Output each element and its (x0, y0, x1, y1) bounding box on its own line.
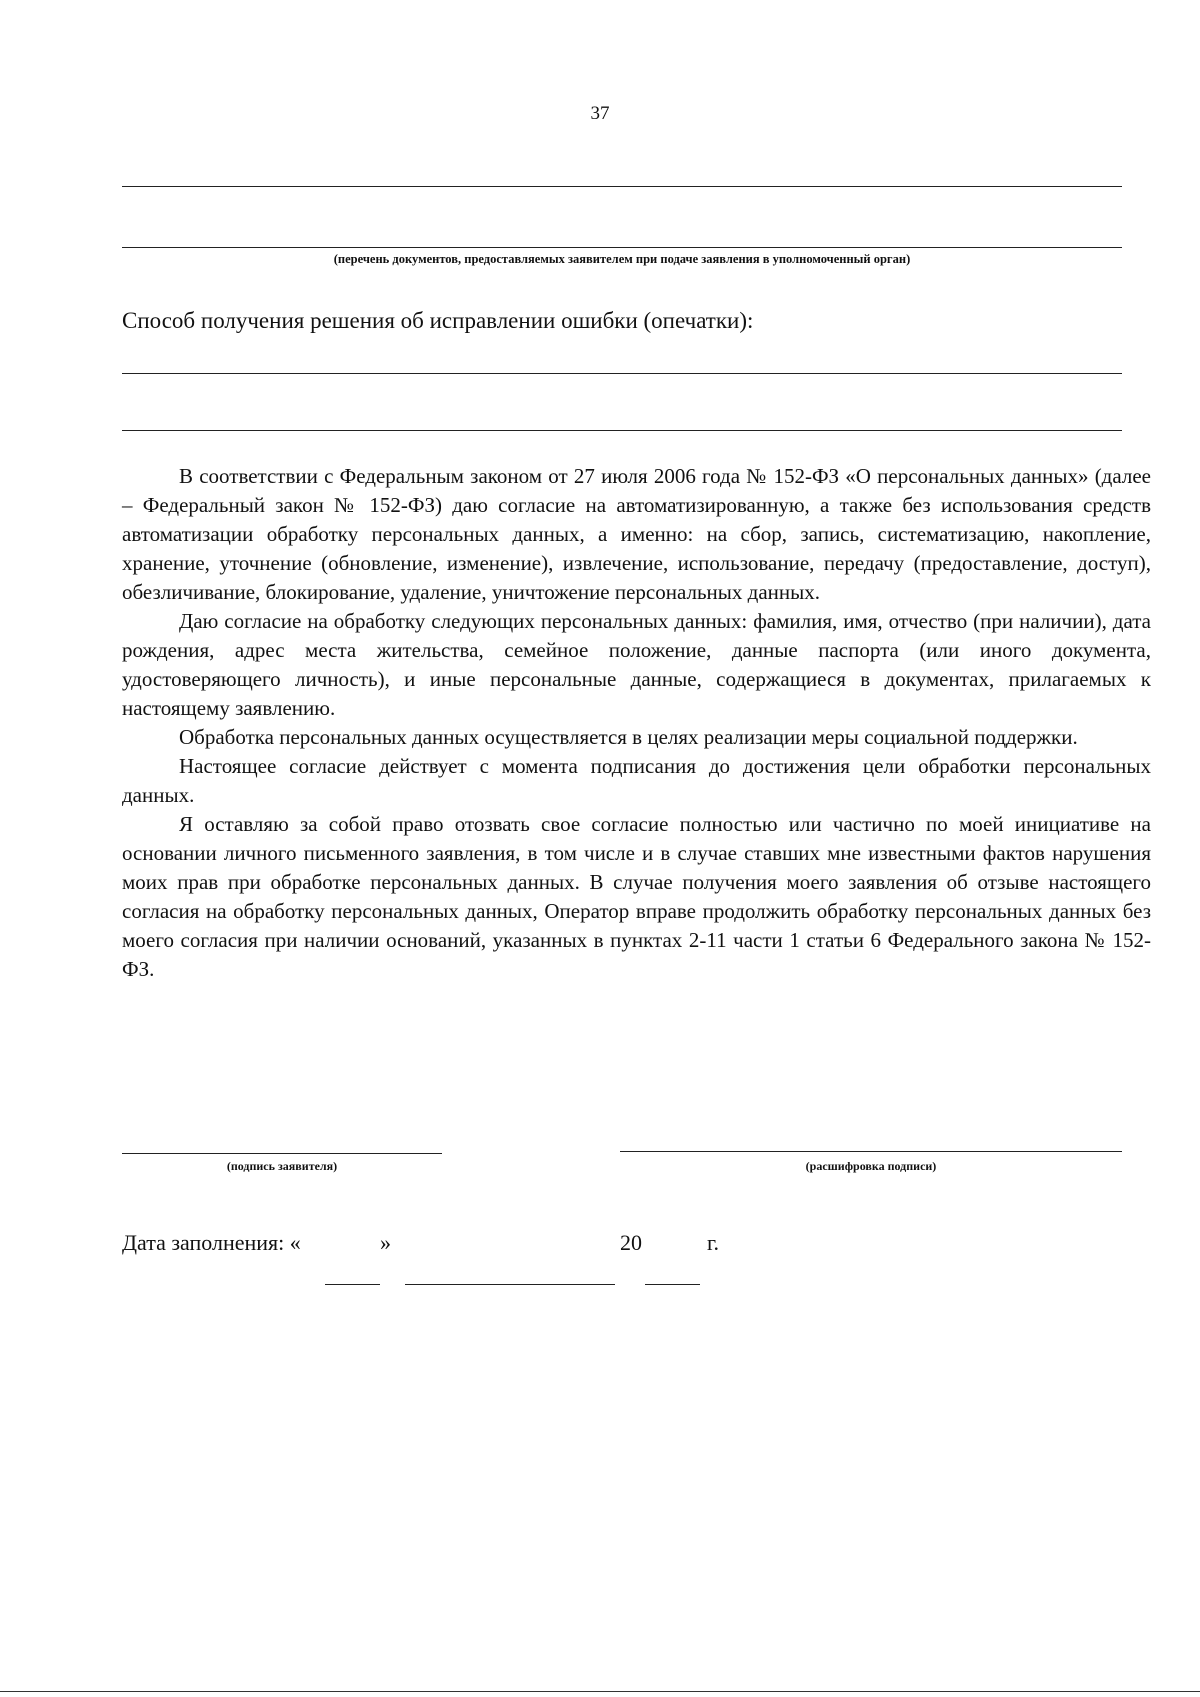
page-bottom-rule (0, 1691, 1200, 1692)
consent-paragraph: Обработка персональных данных осуществляется в целях реализации меры социальной поддержки. (179, 725, 1078, 749)
date-label: Дата заполнения: « (122, 1230, 301, 1255)
signature-decoding-caption: (расшифровка подписи) (805, 1159, 937, 1173)
consent-paragraph: Даю согласие на обработку следующих персональных данных: фамилия, имя, отчество (при наличии), дата рождения, адрес места жительства, семейное положение, данные паспорта (или иного документа, удостоверяющего личность), и иные персональные данные, содержащиеся в документах, прилагаемых к настоящему заявлению. (122, 609, 1151, 720)
documents-caption: (перечень документов, предоставляемых заявителем при подаче заявления в уполномоченный орган) (333, 252, 911, 266)
signature-decoding-line (620, 1151, 1122, 1152)
date-month-line (405, 1284, 615, 1285)
consent-paragraph: В соответствии с Федеральным законом от 27 июля 2006 года № 152-ФЗ «О персональных данных» (далее – Федеральный закон № 152-ФЗ) даю согласие на автоматизированную, а также без использования средств автоматизации обработку персональных данных, а именно: на сбор, запись, систематизацию, накопление, хранение, уточнение (обновление, изменение), извлечение, использование, передачу (предоставление, доступ), обезличивание, блокирование, удаление, уничтожение персональных данных. (122, 464, 1151, 604)
consent-paragraph: Я оставляю за собой право отозвать свое согласие полностью или частично по моей инициативе на основании личного письменного заявления, в том числе и в случае ставших мне известными фактов нарушения моих прав при обработке персональных данных. В случае получения моего заявления об отзыве настоящего согласия на обработку персональных данных, Оператор вправе продолжить обработку персональных данных без моего согласия при наличии оснований, указанных в пунктах 2-11 части 1 статьи 6 Федерального закона № 152-ФЗ. (122, 812, 1151, 981)
date-year-suffix: г. (707, 1230, 720, 1255)
date-close-quote: » (380, 1230, 391, 1255)
method-line-1 (122, 373, 1122, 374)
documents-line-2 (122, 247, 1122, 248)
date-century: 20 (620, 1230, 642, 1255)
consent-text (122, 462, 1151, 984)
signature-line (122, 1153, 442, 1154)
date-row (122, 1230, 822, 1290)
method-line-2 (122, 430, 1122, 431)
signature-caption: (подпись заявителя) (226, 1159, 338, 1173)
method-label: Способ получения решения об исправлении ошибки (опечатки): (122, 308, 754, 333)
date-year-line (645, 1284, 700, 1285)
date-day-line (325, 1284, 380, 1285)
documents-line-1 (122, 186, 1122, 187)
consent-paragraph: Настоящее согласие действует с момента подписания до достижения цели обработки персональных данных. (122, 754, 1151, 807)
page-number: 37 (590, 103, 610, 124)
